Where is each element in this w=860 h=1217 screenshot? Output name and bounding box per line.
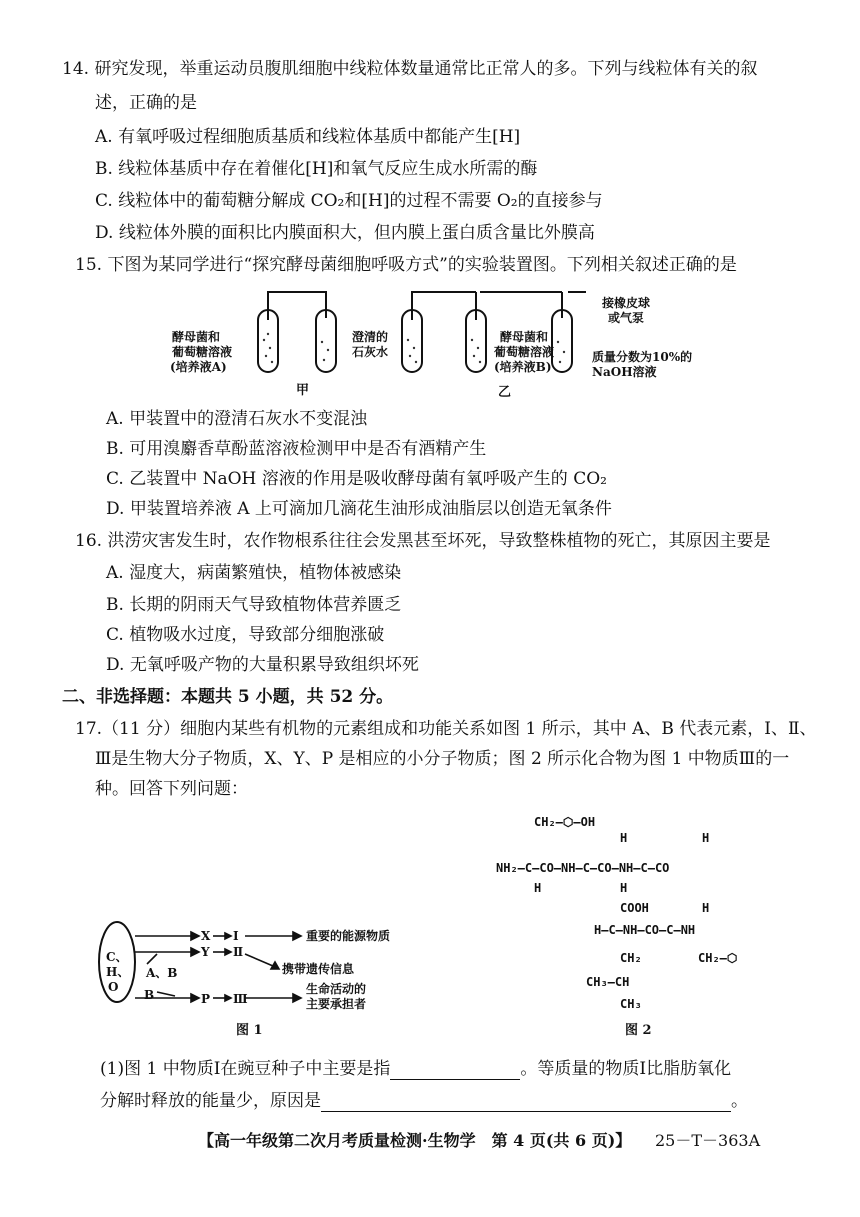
fig1-caption: 图 1 bbox=[236, 1023, 263, 1038]
q15-label-left-2: 葡萄糖溶液 bbox=[172, 345, 233, 359]
fig1-element-o: O bbox=[108, 980, 119, 994]
q16-option-a: A. 湿度大，病菌繁殖快，植物体被感染 bbox=[106, 563, 402, 583]
q17-fig2-structure bbox=[490, 815, 790, 1035]
q15-label-lime-2: 石灰水 bbox=[352, 345, 389, 359]
q14-option-c: C. 线粒体中的葡萄糖分解成 CO₂和[H]的过程不需要 O₂的直接参与 bbox=[95, 191, 603, 211]
q17-stem-line1: 17.（11 分）细胞内某些有机物的元素组成和功能关系如图 1 所示，其中 A、B 代表元素，Ⅰ、Ⅱ、 bbox=[75, 719, 817, 739]
q15-label-jia: 甲 bbox=[296, 383, 310, 398]
fig2-cooh: COOH bbox=[620, 901, 649, 915]
q15-label-pump-2: 或气泵 bbox=[608, 311, 645, 325]
q17-sub1-part-a: (1)图 1 中物质Ⅰ在豌豆种子中主要是指 bbox=[100, 1059, 391, 1079]
fig2-h-5: H bbox=[702, 901, 710, 915]
q17-sub1-end: 。 bbox=[731, 1091, 748, 1111]
fig2-h-1: H bbox=[620, 831, 628, 845]
q16-option-d: D. 无氧呼吸产物的大量积累导致组织坏死 bbox=[106, 655, 419, 675]
q15-option-c: C. 乙装置中 NaOH 溶液的作用是吸收酵母菌有氧呼吸产生的 CO₂ bbox=[106, 469, 607, 489]
q15-option-d: D. 甲装置培养液 A 上可滴加几滴花生油形成油脂层以创造无氧条件 bbox=[106, 499, 612, 519]
section-2-heading: 二、非选择题：本题共 5 小题，共 52 分。 bbox=[62, 687, 394, 707]
q17-sub1-line1 bbox=[100, 1058, 731, 1080]
q17-stem-line2: Ⅲ是生物大分子物质，X、Y、P 是相应的小分子物质；图 2 所示化合物为图 1 中物质Ⅲ的一 bbox=[95, 749, 790, 769]
fig2-ch2: CH₂ bbox=[620, 951, 642, 965]
fig1-func-life-1: 生命活动的 bbox=[306, 982, 367, 996]
page-footer: 【高一年级第二次月考质量检测·生物学 第 4 页(共 6 页)】 bbox=[198, 1131, 632, 1150]
fig1-p: P bbox=[201, 992, 211, 1006]
fig1-b: B bbox=[144, 988, 155, 1002]
fig2-caption: 图 2 bbox=[625, 1023, 652, 1038]
q14-option-a: A. 有氧呼吸过程细胞质基质和线粒体基质中都能产生[H] bbox=[95, 127, 521, 147]
q15-option-a: A. 甲装置中的澄清石灰水不变混浊 bbox=[106, 409, 368, 429]
q15-label-left-1: 酵母菌和 bbox=[172, 330, 221, 344]
q15-label-naoh-2: NaOH溶液 bbox=[592, 365, 657, 379]
q15-label-mid-3: (培养液B) bbox=[494, 360, 552, 374]
q16-option-c: C. 植物吸水过度，导致部分细胞涨破 bbox=[106, 625, 385, 645]
q17-sub1-part-b: 。等质量的物质Ⅰ比脂肪氧化 bbox=[520, 1059, 732, 1079]
fig1-x: X bbox=[201, 929, 211, 943]
q15-label-lime-1: 澄清的 bbox=[352, 330, 389, 344]
q14-stem-line2: 述，正确的是 bbox=[95, 93, 197, 113]
q15-label-mid-2: 葡萄糖溶液 bbox=[494, 345, 555, 359]
q15-label-pump-1: 接橡皮球 bbox=[602, 296, 651, 310]
q14-option-d: D. 线粒体外膜的面积比内膜面积大，但内膜上蛋白质含量比外膜高 bbox=[95, 223, 595, 243]
fig1-ab: A、B bbox=[146, 966, 178, 980]
fig2-ch2-benzene: CH₂—⬡ bbox=[698, 951, 738, 965]
fig2-ch3: CH₃ bbox=[620, 997, 642, 1011]
q17-sub1-part-c: 分解时释放的能量少，原因是 bbox=[100, 1091, 321, 1111]
q17-sub1-blank-1[interactable] bbox=[390, 1063, 520, 1080]
q14-option-b: B. 线粒体基质中存在着催化[H]和氧气反应生成水所需的酶 bbox=[95, 159, 538, 179]
fig1-element-h: H、 bbox=[106, 965, 130, 979]
q17-sub1-blank-2[interactable] bbox=[321, 1095, 731, 1112]
q16-option-b: B. 长期的阴雨天气导致植物体营养匮乏 bbox=[106, 595, 402, 615]
fig2-h-2: H bbox=[702, 831, 710, 845]
fig1-func-life-2: 主要承担者 bbox=[306, 997, 367, 1011]
page-footer-code: 25－T－363A bbox=[655, 1131, 761, 1150]
q17-sub1-line2 bbox=[100, 1090, 748, 1112]
q15-label-mid-1: 酵母菌和 bbox=[500, 330, 549, 344]
fig1-func-energy: 重要的能源物质 bbox=[306, 929, 391, 943]
q15-label-naoh-1: 质量分数为10%的 bbox=[592, 350, 693, 364]
q14-stem-line1: 14. 研究发现，举重运动员腹肌细胞中线粒体数量通常比正常人的多。下列与线粒体有关的叙 bbox=[62, 59, 758, 79]
fig2-h-4: H bbox=[620, 881, 628, 895]
fig2-row-top: CH₂—⬡—OH bbox=[534, 815, 596, 829]
fig1-func-genetic: 携带遗传信息 bbox=[282, 962, 355, 976]
q16-stem: 16. 洪涝灾害发生时，农作物根系往往会发黑甚至坏死，导致整株植物的死亡，其原因主要是 bbox=[75, 531, 771, 551]
fig1-i: Ⅰ bbox=[233, 929, 239, 943]
fig1-y: Y bbox=[201, 945, 210, 959]
fig1-element-c: C、 bbox=[106, 950, 128, 964]
fig1-iii: Ⅲ bbox=[233, 992, 248, 1006]
q15-label-left-3: (培养液A) bbox=[170, 360, 227, 374]
q17-stem-line3: 种。回答下列问题： bbox=[95, 779, 248, 799]
q15-label-yi: 乙 bbox=[498, 385, 512, 400]
fig1-ii: Ⅱ bbox=[233, 945, 244, 959]
q15-stem: 15. 下图为某同学进行“探究酵母菌细胞呼吸方式”的实验装置图。下列相关叙述正确的是 bbox=[75, 255, 737, 275]
fig2-row-main: NH₂—C—CO—NH—C—CO—NH—C—CO bbox=[496, 861, 670, 875]
fig2-h-3: H bbox=[534, 881, 542, 895]
q15-option-b: B. 可用溴麝香草酚蓝溶液检测甲中是否有酒精产生 bbox=[106, 439, 487, 459]
fig2-ch3-ch: CH₃—CH bbox=[586, 975, 630, 989]
fig2-row-second: H—C—NH—CO—C—NH bbox=[594, 923, 696, 937]
